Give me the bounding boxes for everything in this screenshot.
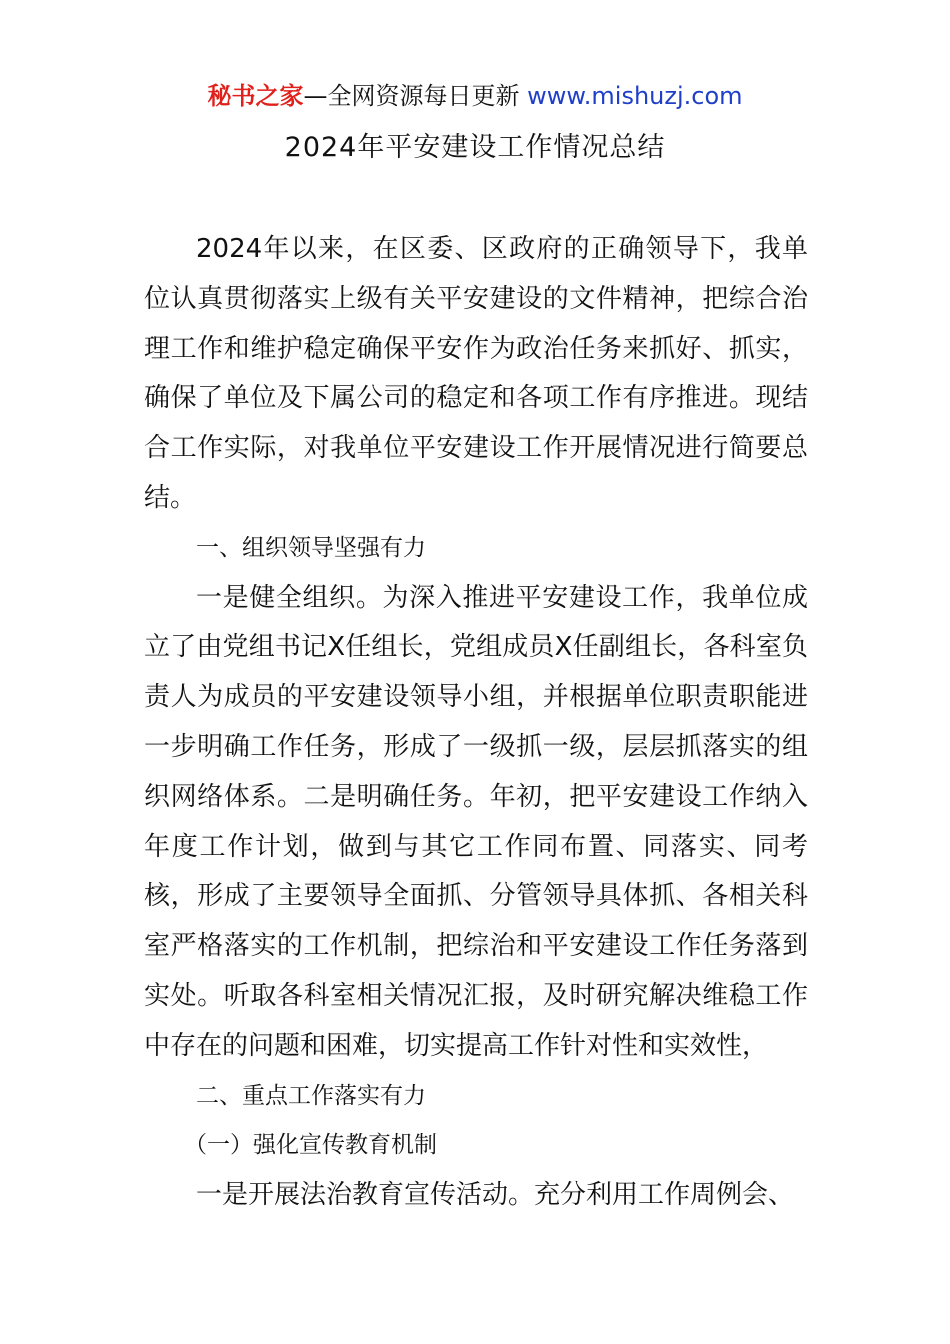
- section-heading-2: 二、重点工作落实有力: [196, 1082, 426, 1109]
- document-body: [144, 225, 808, 1221]
- document-title: 2024年平安建设工作情况总结: [284, 132, 666, 163]
- section-1-paragraph: 一是健全组织。为深入推进平安建设工作，我单位成立了由党组书记X任组长，党组成员X任副组长，各科室负责人为成员的平安建设领导小组，并根据单位职责职能进一步明确工作任务，形成了一级抓一级，层层抓落实的组织网络体系。二是明确任务。年初，把平安建设工作纳入年度工作计划，做到与其它工作同布置、同落实、同考核，形成了主要领导全面抓、分管领导具体抓、各相关科室严格落实的工作机制，把综治和平安建设工作任务落到实处。听取各科室相关情况汇报，及时研究解决维稳工作中存在的问题和困难，切实提高工作针对性和实效性，: [144, 582, 808, 1061]
- header-tagline: —全网资源每日更新: [303, 82, 528, 110]
- brand-name: 秘书之家: [207, 82, 304, 110]
- section-heading-1: 一、组织领导坚强有力: [196, 534, 426, 561]
- site-header: [0, 80, 950, 112]
- site-url-link[interactable]: www.mishuzj.com: [527, 82, 743, 110]
- subsection-heading-2-1: （一）强化宣传教育机制: [184, 1132, 437, 1159]
- section-2-paragraph: 一是开展法治教育宣传活动。充分利用工作周例会、: [196, 1180, 795, 1211]
- intro-paragraph: 2024年以来，在区委、区政府的正确领导下，我单位认真贯彻落实上级有关平安建设的文件精神，把综合治理工作和维护稳定确保平安作为政治任务来抓好、抓实，确保了单位及下属公司的稳定和各项工作有序推进。现结合工作实际，对我单位平安建设工作开展情况进行简要总结。: [144, 234, 808, 513]
